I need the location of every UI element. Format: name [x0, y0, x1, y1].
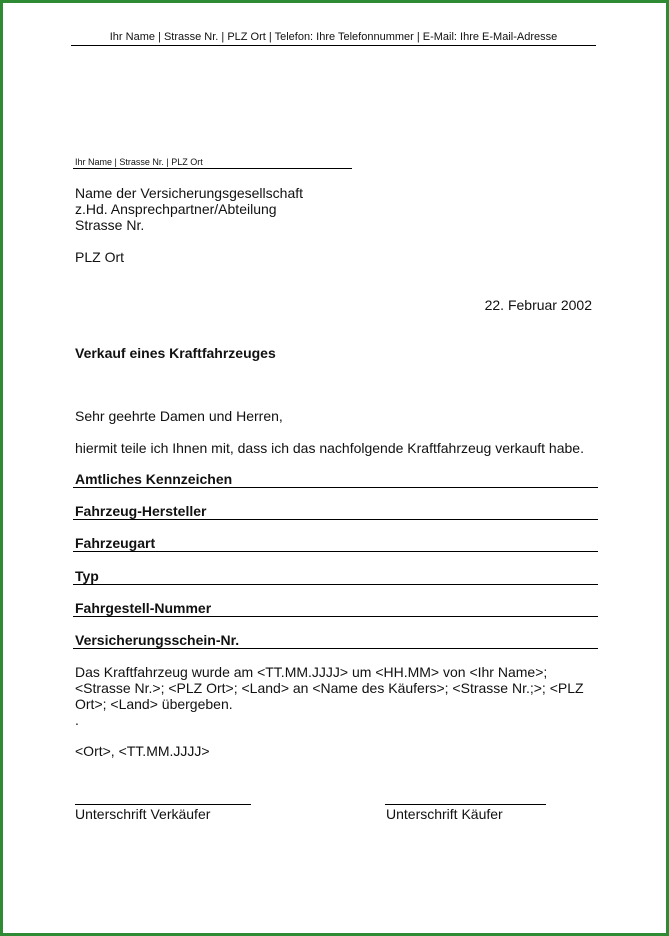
letter-date: 22. Februar 2002 [484, 297, 592, 313]
buyer-signature-line [385, 804, 546, 805]
buyer-signature-label: Unterschrift Käufer [386, 806, 503, 822]
recipient-address [75, 185, 303, 233]
field-license-plate: Amtliches Kennzeichen [73, 471, 598, 488]
intro-text: hiermit teile ich Ihnen mit, dass ich das nachfolgende Kraftfahrzeug verkauft habe. [75, 440, 584, 456]
field-vehicle-type: Fahrzeugart [73, 535, 598, 552]
recipient-city: PLZ Ort [75, 249, 125, 265]
handover-text [75, 664, 595, 728]
recipient-street: Strasse Nr. [75, 217, 145, 233]
letter-subject: Verkauf eines Kraftfahrzeuges [75, 345, 276, 361]
field-chassis-number: Fahrgestell-Nummer [73, 600, 598, 617]
place-date: <Ort>, <TT.MM.JJJJ> [75, 743, 210, 759]
salutation: Sehr geehrte Damen und Herren, [75, 408, 283, 424]
return-address: Ihr Name | Strasse Nr. | PLZ Ort [73, 157, 352, 169]
field-manufacturer: Fahrzeug-Hersteller [73, 503, 598, 520]
handover-line: Das Kraftfahrzeug wurde am <TT.MM.JJJJ> um <HH.MM> von <Ihr Name>; [75, 664, 548, 680]
recipient-name: Name der Versicherungsgesellschaft [75, 185, 304, 201]
seller-signature-label: Unterschrift Verkäufer [75, 806, 211, 822]
seller-signature-line [75, 804, 251, 805]
sender-header: Ihr Name | Strasse Nr. | PLZ Ort | Telefon: Ihre Telefonnummer | E-Mail: Ihre E-Mail-Adresse [71, 31, 596, 46]
field-insurance-number: Versicherungsschein-Nr. [73, 632, 598, 649]
field-model: Typ [73, 568, 598, 585]
handover-line: . [75, 712, 79, 728]
recipient-attention: z.Hd. Ansprechpartner/Abteilung [75, 201, 277, 217]
handover-line: Ort>; <Land> übergeben. [75, 696, 233, 712]
handover-line: <Strasse Nr.>; <PLZ Ort>; <Land> an <Name des Käufers>; <Strasse Nr.;>; <PLZ [75, 680, 584, 696]
